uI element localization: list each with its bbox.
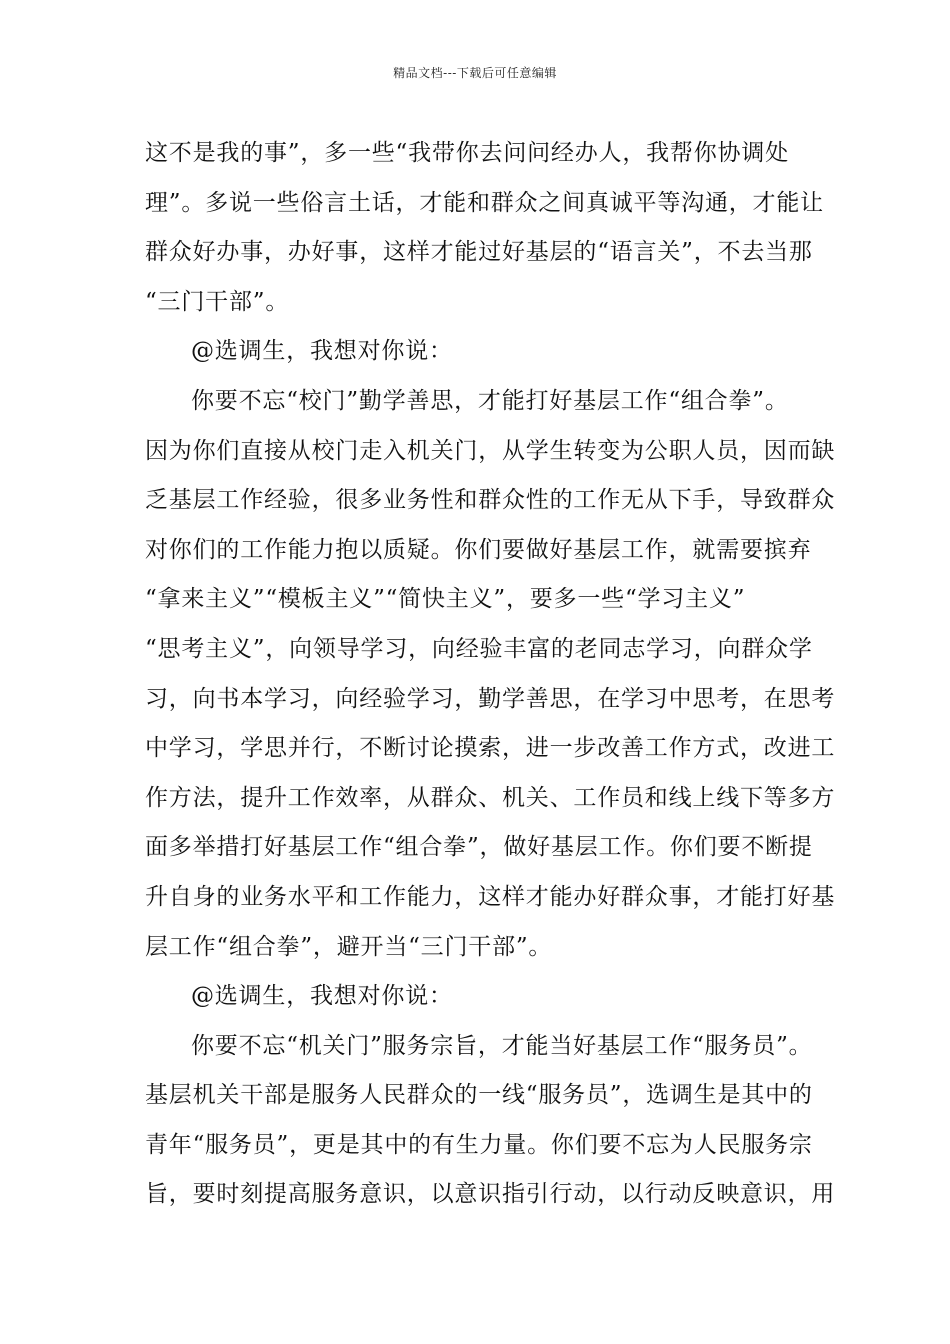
text-line: “思考主义”，向领导学习，向经验丰富的老同志学习，向群众学 <box>145 635 813 662</box>
text-line: “拿来主义”“模板主义”“简快主义”，要多一些“学习主义” <box>145 586 746 613</box>
text-line: 升自身的业务水平和工作能力，这样才能办好群众事，才能打好基 <box>145 883 836 910</box>
text-line: 层工作“组合拳”，避开当“三门干部”。 <box>145 933 553 960</box>
text-line: 旨，要时刻提高服务意识，以意识指引行动，以行动反映意识，用 <box>145 1181 836 1208</box>
text-line: 理”。多说一些俗言土话，才能和群众之间真诚平等沟通，才能让 <box>145 189 824 216</box>
text-line: 中学习，学思并行，不断讨论摸索，进一步改善工作方式，改进工 <box>145 735 836 762</box>
text-line: 习，向书本学习，向经验学习，勤学善思，在学习中思考，在思考 <box>145 685 836 712</box>
text-line: 对你们的工作能力抱以质疑。你们要做好基层工作，就需要摈弃 <box>145 536 812 563</box>
salutation-line: @选调生，我想对你说： <box>191 338 453 365</box>
salutation-line: @选调生，我想对你说： <box>191 983 453 1010</box>
text-line: 群众好办事，办好事，这样才能过好基层的“语言关”，不去当那 <box>145 239 813 266</box>
document-body <box>145 132 836 1223</box>
page-header: 精品文档---下载后可任意编辑 <box>393 66 557 80</box>
text-line: “三门干部”。 <box>145 288 290 315</box>
text-line: 因为你们直接从校门走入机关门，从学生转变为公职人员，因而缺 <box>145 437 836 464</box>
text-line: 基层机关干部是服务人民群众的一线“服务员”，选调生是其中的 <box>145 1082 813 1109</box>
paragraph-first-line: 你要不忘“机关门”服务宗旨，才能当好基层工作“服务员”。 <box>191 1032 813 1059</box>
text-line: 作方法，提升工作效率，从群众、机关、工作员和线上线下等多方 <box>145 784 836 811</box>
text-line: 面多举措打好基层工作“组合拳”，做好基层工作。你们要不断提 <box>145 834 813 861</box>
text-line: 青年“服务员”，更是其中的有生力量。你们要不忘为人民服务宗 <box>145 1131 813 1158</box>
text-line: 这不是我的事”，多一些“我带你去问问经办人，我帮你协调处 <box>145 140 789 166</box>
text-line: 乏基层工作经验，很多业务性和群众性的工作无从下手，导致群众 <box>145 487 836 514</box>
paragraph-first-line: 你要不忘“校门”勤学善思，才能打好基层工作“组合拳”。 <box>191 387 789 414</box>
